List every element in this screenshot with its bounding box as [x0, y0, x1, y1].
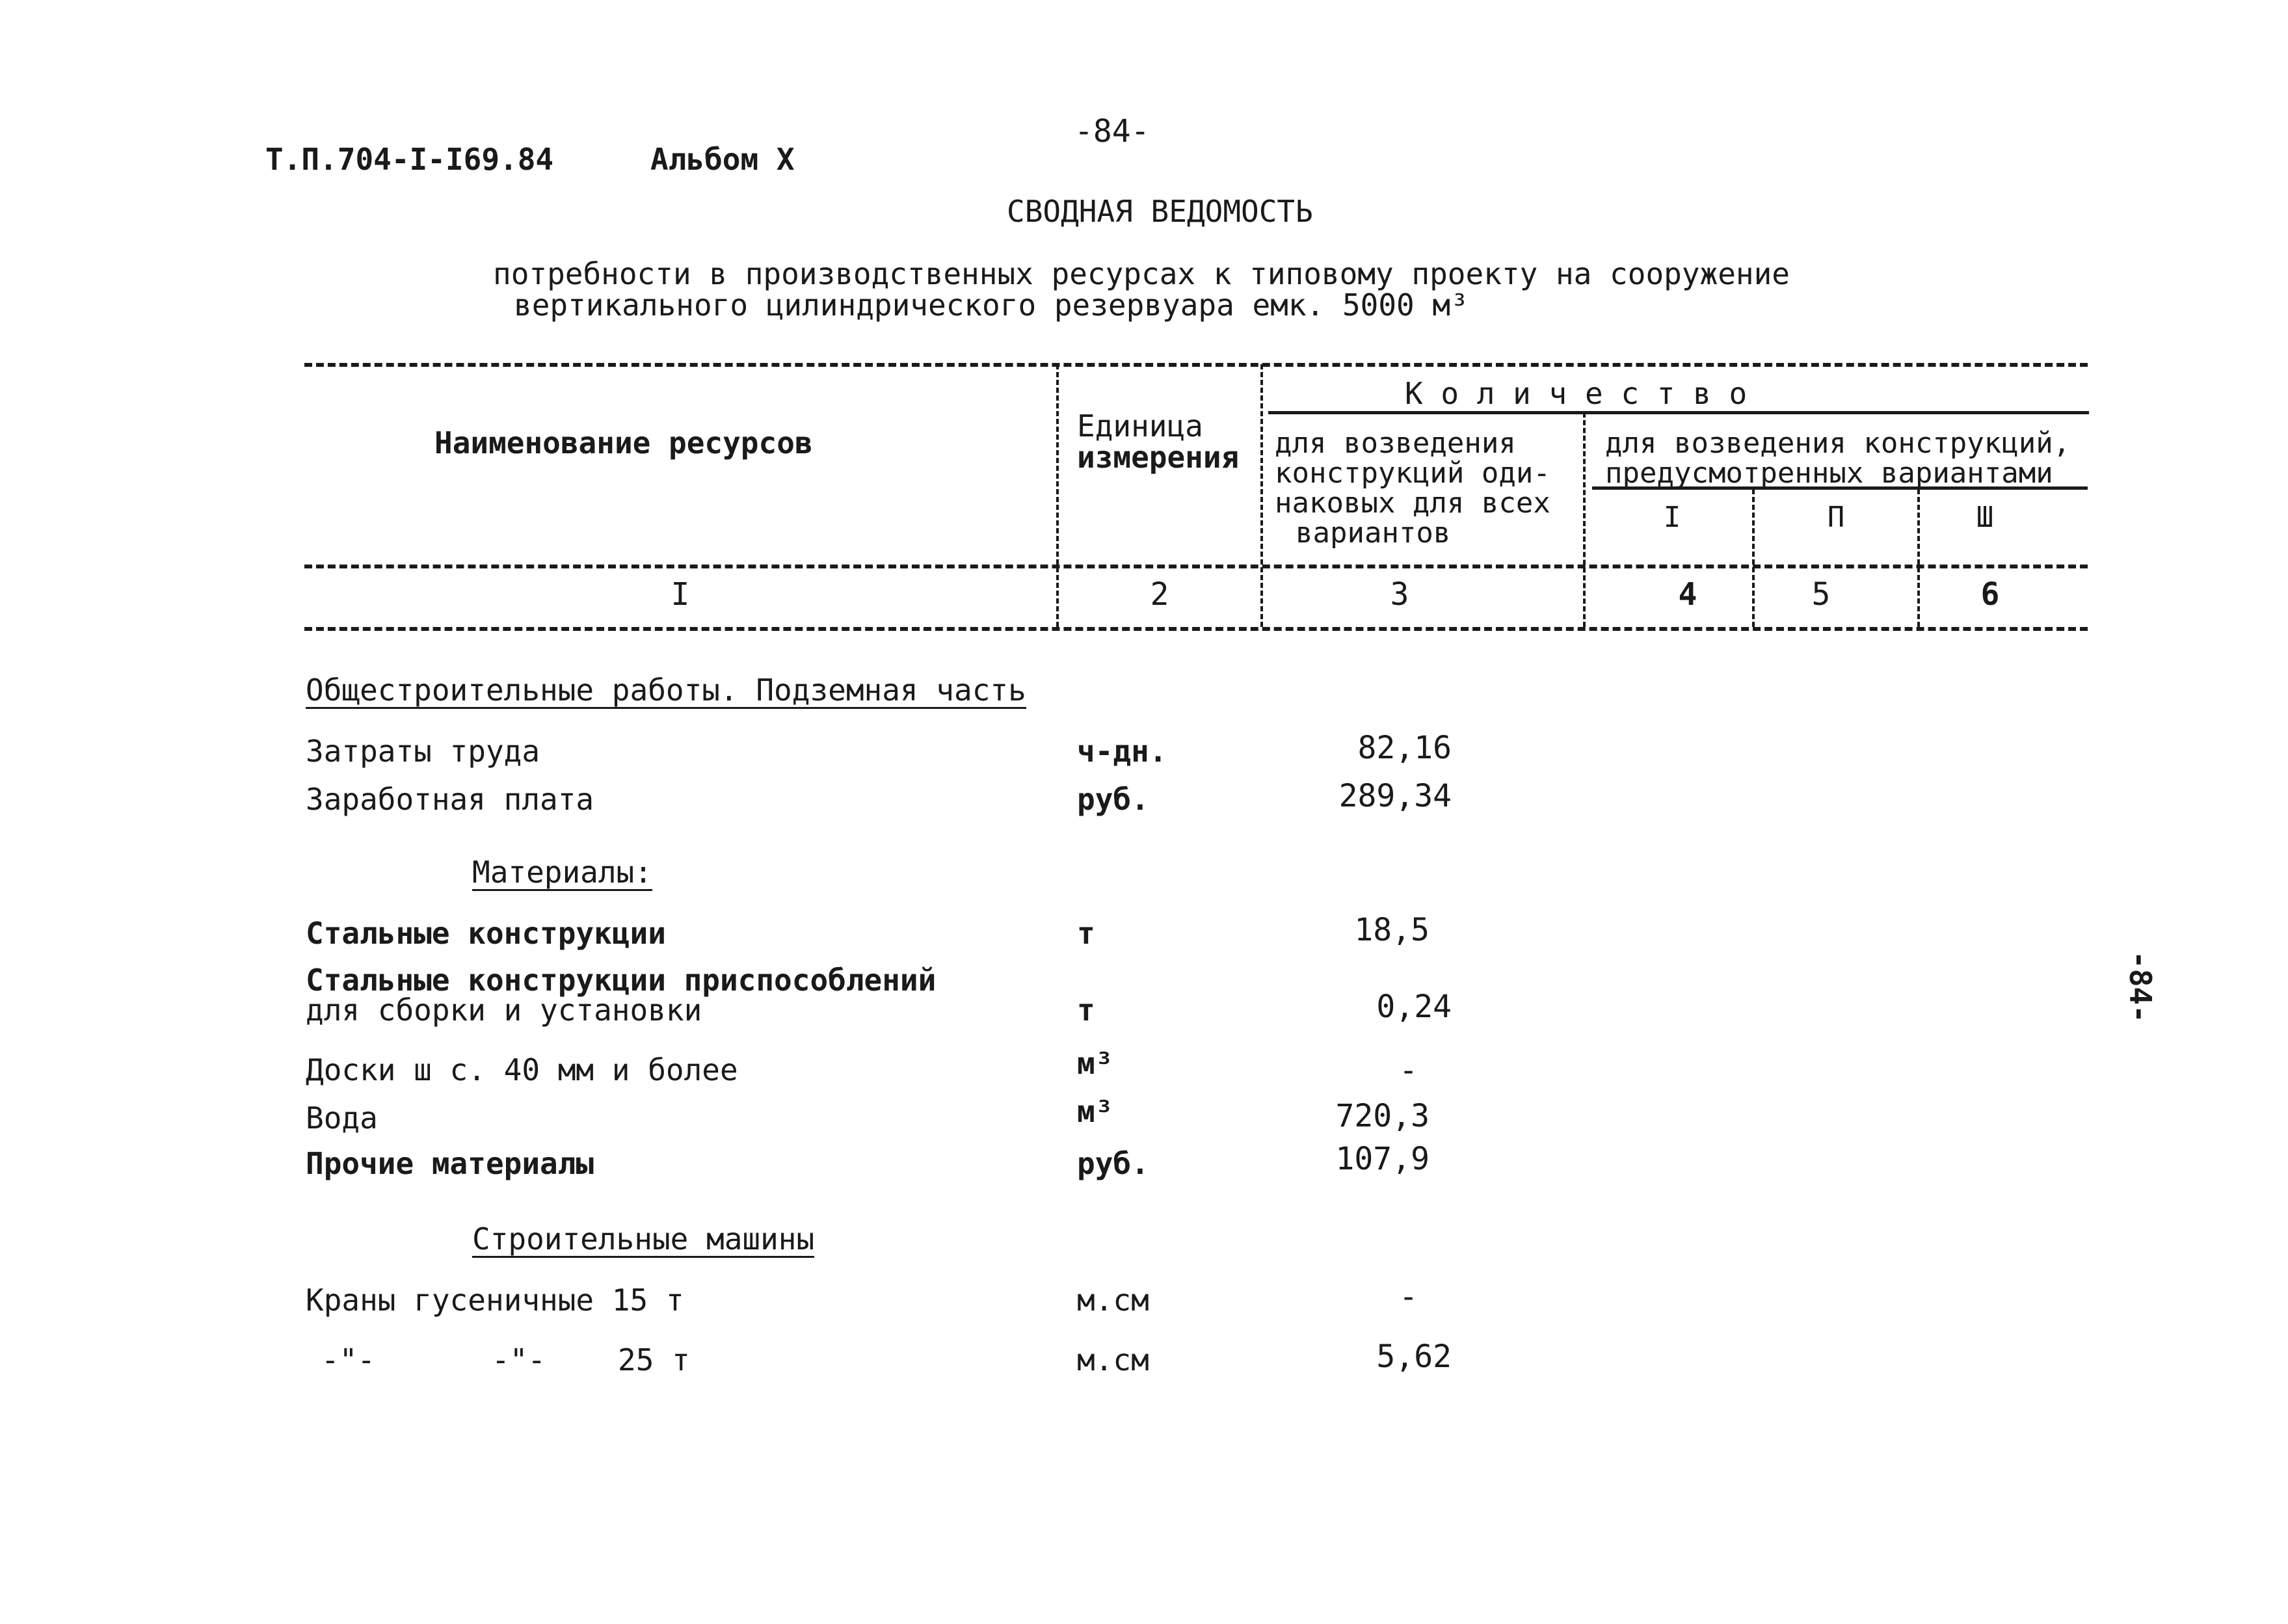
document-subtitle-line1: потребности в производственных ресурсах к типовому проекту на сооружение — [493, 256, 1790, 291]
row-labor-name: Затраты труда — [306, 734, 540, 769]
row-other-materials-name: Прочие материалы — [306, 1146, 594, 1181]
row-crane25-ditto-2: -"- — [492, 1342, 546, 1378]
row-crane15-name: Краны гусеничные 15 т — [306, 1283, 684, 1318]
col-divider-3 — [1583, 412, 1586, 627]
row-wages-name: Заработная плата — [306, 782, 594, 817]
section-title-general: Общестроительные работы. Подземная часть — [306, 672, 1026, 708]
row-steel-fixtures-name-line2: для сборки и установки — [306, 992, 702, 1028]
col-header-unit-line1: Единица — [1077, 408, 1203, 444]
row-steel-fixtures-name-line1: Стальные конструкции приспособлений — [306, 963, 937, 998]
row-steel-unit: т — [1077, 916, 1095, 951]
row-water-value: 720,3 — [1335, 1098, 1430, 1134]
col-number-4: 4 — [1678, 576, 1697, 613]
document-code: Т.П.704-I-I69.84 — [265, 142, 554, 177]
col-header-variants-line1: для возведения конструкций, — [1605, 427, 2071, 460]
row-crane15-unit: м.см — [1077, 1283, 1149, 1318]
row-crane25-value: 5,62 — [1376, 1338, 1452, 1375]
header-bottom-rule — [304, 565, 2088, 568]
row-crane25-unit: м.см — [1077, 1342, 1149, 1378]
section-title-machines: Строительные машины — [472, 1221, 815, 1257]
side-page-number: -84- — [2123, 951, 2158, 1023]
variant-label-2: П — [1827, 501, 1845, 534]
variant-label-3: Ш — [1976, 501, 1994, 534]
row-steel-fixtures-unit: т — [1077, 992, 1095, 1028]
col-number-5: 5 — [1811, 576, 1831, 613]
row-boards-unit: м³ — [1077, 1046, 1113, 1081]
row-labor-value: 82,16 — [1357, 730, 1452, 766]
section-title-materials: Материалы: — [472, 855, 652, 890]
col-header-variants-line2: предусмотренных вариантами — [1605, 457, 2053, 490]
row-crane25-ditto-1: -"- — [321, 1342, 376, 1378]
col-header-unit-line2: измерения — [1077, 440, 1240, 475]
variant-label-1: I — [1663, 501, 1681, 534]
col-header-common-line1: для возведения — [1275, 427, 1516, 460]
document-subtitle-line2: вертикального цилиндрического резервуара емк. 5000 м³ — [514, 287, 1469, 323]
col-number-3: 3 — [1390, 576, 1409, 613]
col-header-name: Наименование ресурсов — [434, 425, 813, 460]
col-number-6: 6 — [1980, 576, 2000, 613]
row-crane25-name: 25 т — [618, 1342, 690, 1378]
row-other-materials-value: 107,9 — [1335, 1141, 1430, 1177]
row-wages-value: 289,34 — [1338, 778, 1452, 814]
row-steel-value: 18,5 — [1354, 912, 1430, 948]
row-wages-unit: руб. — [1077, 782, 1149, 817]
document-title: СВОДНАЯ ВЕДОМОСТЬ — [1007, 194, 1313, 229]
row-boards-value: - — [1399, 1052, 1418, 1089]
album-label: Альбом X — [650, 142, 795, 177]
row-other-materials-unit: руб. — [1077, 1146, 1149, 1181]
quantity-underline — [1268, 411, 2089, 414]
col-number-1: I — [671, 576, 690, 613]
row-steel-fixtures-value: 0,24 — [1376, 989, 1452, 1025]
col-header-common-line2: конструкций оди- — [1275, 457, 1550, 490]
row-crane15-value: - — [1399, 1279, 1418, 1315]
table-top-rule — [304, 363, 2088, 367]
row-water-unit: м³ — [1077, 1094, 1113, 1129]
col-header-quantity: К о л и ч е с т в о — [1405, 376, 1748, 411]
row-steel-name: Стальные конструкции — [306, 916, 666, 951]
row-labor-unit: ч-дн. — [1077, 734, 1167, 769]
row-water-name: Вода — [306, 1100, 378, 1136]
col-header-common-line4: вариантов — [1296, 516, 1451, 550]
page-number: -84- — [1074, 113, 1150, 150]
numbers-bottom-rule — [304, 627, 2088, 631]
col-number-2: 2 — [1150, 576, 1169, 613]
col-header-common-line3: наковых для всех — [1275, 486, 1550, 520]
row-boards-name: Доски ш с. 40 мм и более — [306, 1052, 738, 1087]
